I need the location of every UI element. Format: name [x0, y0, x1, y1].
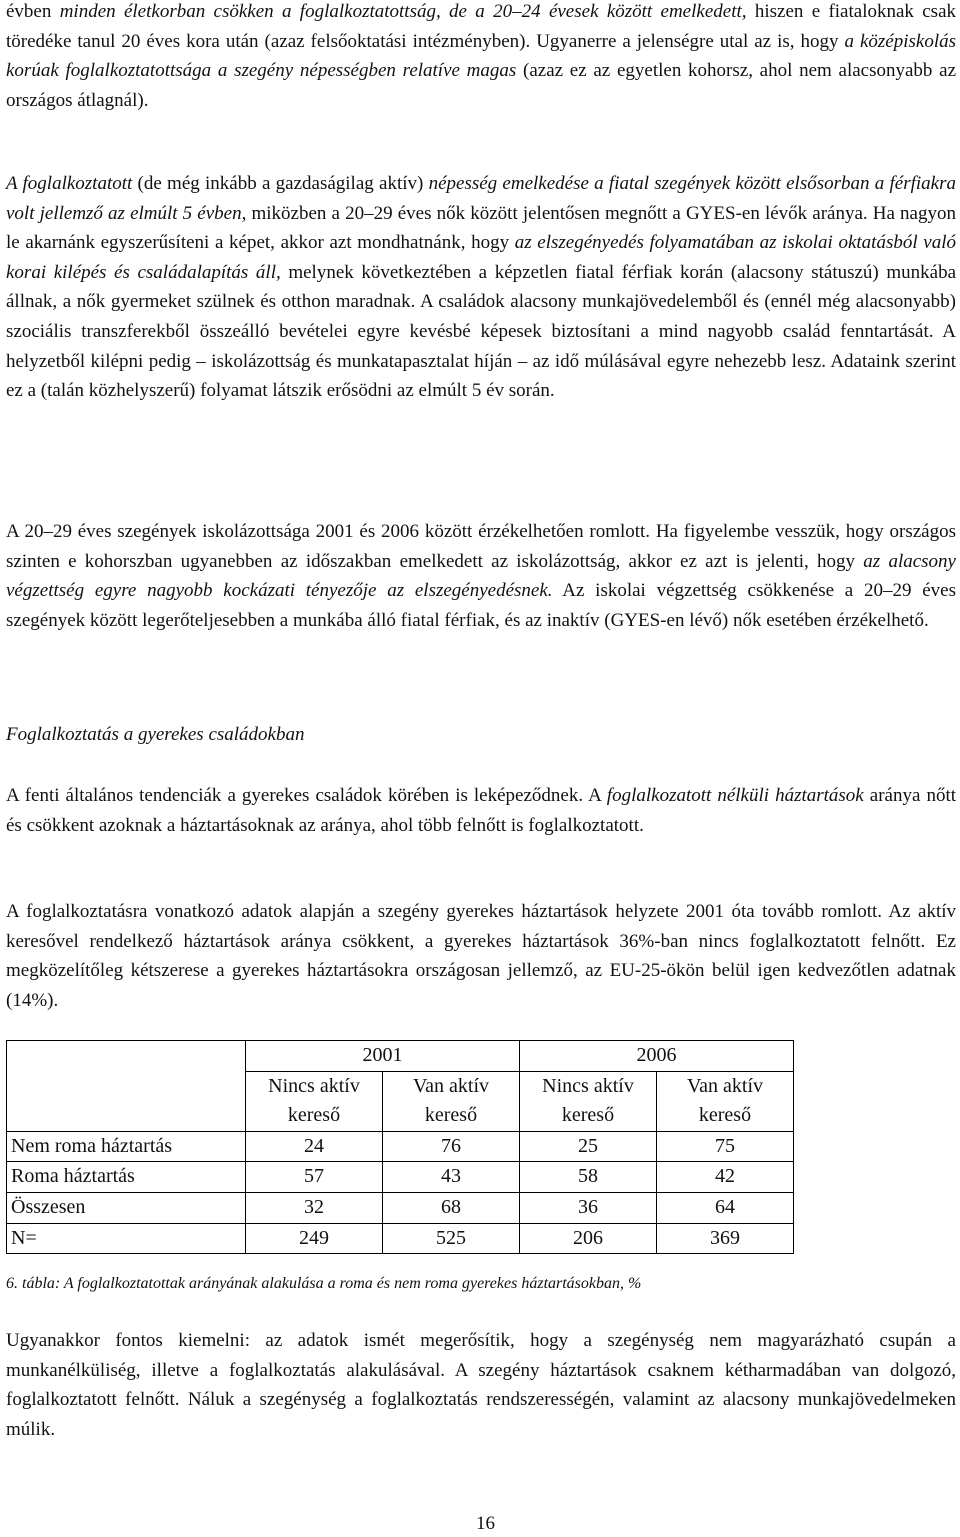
table-cell: 76	[383, 1131, 520, 1162]
paragraph-4	[6, 781, 956, 840]
text-run: A fenti általános tendenciák a gyerekes családok körében is leképeződnek. A	[6, 785, 607, 806]
table-row	[7, 1162, 794, 1193]
text-run-italic: népesség emelkedése a fiatal szegények között elsősorban a férfiakra volt jellemző az elmúlt 5 évben,	[6, 173, 956, 224]
paragraph-2	[6, 169, 956, 406]
table-cell: 369	[657, 1223, 794, 1254]
paragraph-6: Ugyanakkor fontos kiemelni: az adatok ismét megerősítik, hogy a szegénység nem magyarázható csupán a munkanélküliség, illetve a foglalkoztatás alakulásával. A szegény háztartások csaknem kétharmadában van dolgozó, foglalkoztatott felnőtt. Náluk a szegénység a foglalkoztatás rendszerességén, valamint az alacsony munkajövedelmeken múlik.	[6, 1330, 956, 1440]
row-label: Roma háztartás	[7, 1162, 246, 1193]
table-cell: 249	[246, 1223, 383, 1254]
table-cell: 57	[246, 1162, 383, 1193]
text-run: hiszen e fiataloknak csak töredéke tanul 20 éves kora után (azaz felsőoktatási intézményben). Ugyanerre a jelenségre utal az is, hogy	[6, 1, 956, 52]
text-run: (azaz ez az egyetlen kohorsz, ahol nem alacsonyabb az országos átlagnál).	[6, 60, 957, 111]
table-cell: 64	[657, 1192, 794, 1223]
row-label: Nem roma háztartás	[7, 1131, 246, 1162]
table-cell: 525	[383, 1223, 520, 1254]
table-cell: 43	[383, 1162, 520, 1193]
column-header: Van aktív kereső	[383, 1071, 520, 1131]
table-header-row	[7, 1041, 794, 1072]
column-header: Van aktív kereső	[657, 1071, 794, 1131]
text-run: A 20–29 éves szegények iskolázottsága 2001 és 2006 között érzékelhetően romlott. Ha figyelembe vesszük, hogy országos szinten e kohorszban ugyanebben az időszakban emelkedett az iskolázottság, akkor ez azt is jelenti, hogy	[6, 521, 956, 572]
table-cell: 32	[246, 1192, 383, 1223]
text-run-italic: az alacsony végzettség egyre nagyobb kockázati tényezője az elszegényedésnek.	[6, 550, 956, 602]
text-run-italic: foglalkozatott nélküli háztartások	[606, 785, 864, 806]
table-cell: 24	[246, 1131, 383, 1162]
table-cell: 36	[520, 1192, 657, 1223]
text-run: (de még inkább a gazdaságilag aktív)	[132, 173, 429, 194]
row-label: Összesen	[7, 1192, 246, 1223]
text-run-italic: A foglalkoztatott	[6, 173, 133, 194]
table-caption: 6. tábla: A foglalkoztatottak arányának alakulása a roma és nem roma gyerekes háztartásokban, %	[6, 1275, 642, 1292]
table-cell: 25	[520, 1131, 657, 1162]
text-run-italic: a középiskolás korúak foglalkoztatottsága a szegény népességben relatíve magas	[6, 30, 956, 82]
column-header: Nincs aktív kereső	[520, 1071, 657, 1131]
table-cell: 68	[383, 1192, 520, 1223]
text-run-italic: minden életkorban csökken a foglalkoztatottság, de a 20–24 évesek között emelkedett,	[59, 1, 747, 22]
paragraph-3	[6, 517, 956, 635]
table-cell: 206	[520, 1223, 657, 1254]
data-table	[6, 1040, 794, 1254]
table-cell: 42	[657, 1162, 794, 1193]
text-run: évben	[6, 1, 60, 22]
paragraph-5: A foglalkoztatásra vonatkozó adatok alapján a szegény gyerekes háztartások helyzete 2001 óta tovább romlott. Az aktív keresővel rendelkező háztartások aránya csökkent, a gyerekes háztartások 36%-ban nincs foglalkoztatott felnőtt. Ez megközelítőleg kétszerese a gyerekes háztartásokra országosan jellemző, az EU-25-ökön belül igen kedvezőtlen adatnak (14%).	[6, 901, 956, 1011]
table-row	[7, 1223, 794, 1254]
page-number: 16	[476, 1513, 495, 1534]
year-header: 2001	[246, 1041, 520, 1072]
year-header: 2006	[520, 1041, 794, 1072]
paragraph-1	[6, 0, 956, 115]
table-row	[7, 1192, 794, 1223]
text-run: aránya nőtt és csökkent azoknak a háztartásoknak az aránya, ahol több felnőtt is foglalkoztatott.	[6, 785, 957, 836]
section-heading: Foglalkoztatás a gyerekes családokban	[6, 724, 305, 745]
table-cell: 58	[520, 1162, 657, 1193]
column-header: Nincs aktív kereső	[246, 1071, 383, 1131]
table-row	[7, 1131, 794, 1162]
table-cell: 75	[657, 1131, 794, 1162]
row-label: N=	[7, 1223, 246, 1254]
text-run: Az iskolai végzettség csökkenése a 20–29 éves szegények között legerőteljesebben a munkába álló fiatal férfiak, és az inaktív (GYES-en lévő) nők esetében érzékelhető.	[6, 580, 956, 631]
text-run-italic: az elszegényedés folyamatában az iskolai oktatásból való korai kilépés és családalapítás áll,	[6, 232, 956, 283]
text-run: melynek következtében a képzetlen fiatal férfiak korán (alacsony státuszú) munkába állnak, a nők gyermeket szülnek és otthon maradnak. A családok alacsony munkajövedelemből és (ennél még alacsonyabb) szociális transzferekből összeálló bevételei egyre kevésbé képesek biztosítani a mind nagyobb család fenntartását. A helyzetből kilépni pedig – iskolázottság és munkatapasztalat híján – az idő múlásával egyre nehezebb lesz. Adataink szerint ez a (talán közhelyszerű) folyamat látszik erősödni az elmúlt 5 év során.	[6, 261, 956, 402]
table-corner-cell	[7, 1041, 246, 1132]
text-run: miközben a 20–29 éves nők között jelentősen megnőtt a GYES-en lévők aránya. Ha nagyon le akarnánk egyszerűsíteni a képet, akkor azt mondhatnánk, hogy	[6, 202, 956, 254]
